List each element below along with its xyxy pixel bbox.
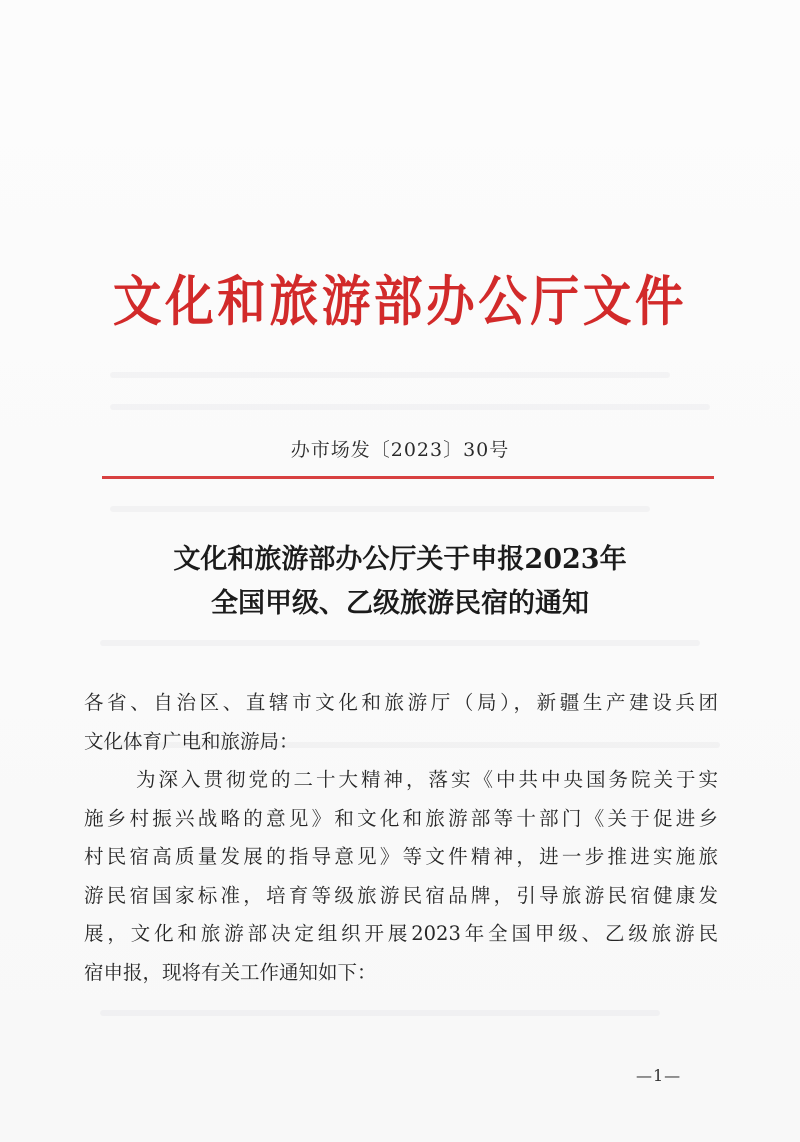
salutation-line: 各省、自治区、直辖市文化和旅游厅（局），新疆生产建设兵团: [84, 691, 718, 714]
document-header-title: 文化和旅游部办公厅文件: [112, 269, 688, 333]
paragraph-line: 展，文化和旅游部决定组织开展2023年全国甲级、乙级旅游民: [84, 922, 718, 945]
paragraph-line: 宿申报，现将有关工作通知如下：: [84, 960, 377, 984]
paragraph-line: 施乡村振兴战略的意见》和文化和旅游部等十部门《关于促进乡: [84, 806, 718, 830]
notice-title: [0, 538, 800, 626]
document-number: 办市场发〔2023〕30号: [290, 439, 510, 461]
notice-body: [84, 684, 718, 992]
paragraph-line: 村民宿高质量发展的指导意见》等文件精神，进一步推进实施旅: [84, 845, 718, 868]
bleed-through-mark: [110, 404, 710, 410]
bleed-through-mark: [100, 640, 700, 646]
notice-title-line: 全国甲级、乙级旅游民宿的通知: [211, 588, 589, 619]
notice-title-line: 文化和旅游部办公厅关于申报2023年: [173, 544, 627, 575]
paragraph-line: 游民宿国家标准，培育等级旅游民宿品牌，引导旅游民宿健康发: [84, 883, 718, 907]
salutation-line: 文化体育广电和旅游局：: [84, 729, 299, 753]
page-number: —1—: [636, 1066, 682, 1085]
bleed-through-mark: [110, 372, 670, 378]
paragraph-line: 为深入贯彻党的二十大精神，落实《中共中央国务院关于实: [136, 768, 718, 791]
bleed-through-mark: [100, 1010, 660, 1016]
bleed-through-mark: [110, 506, 650, 512]
red-divider-line: [102, 476, 714, 479]
